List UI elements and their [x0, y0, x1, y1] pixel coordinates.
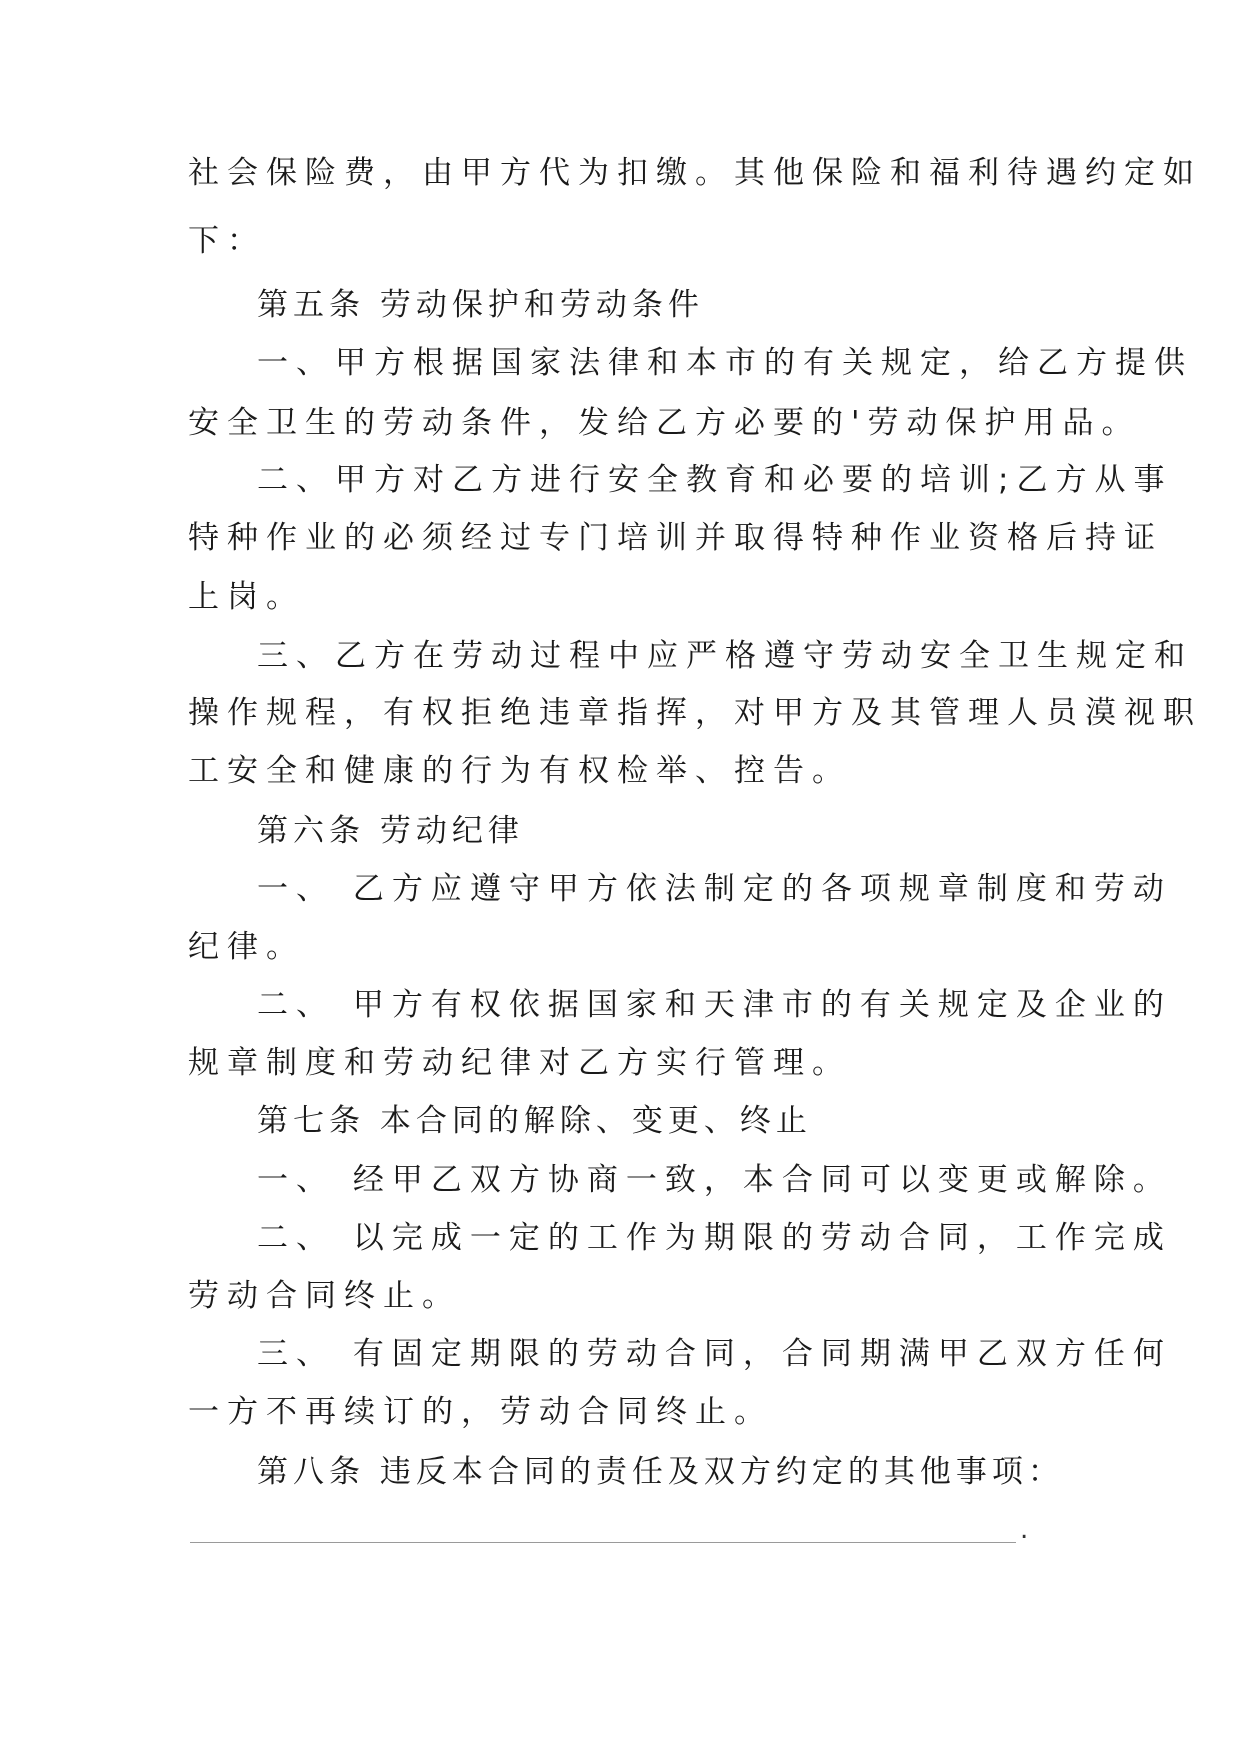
- paragraph-line-11: 工安全和健康的行为有权检举、控告。: [188, 753, 851, 789]
- paragraph-line-19: 二、 以完成一定的工作为期限的劳动合同，工作完成: [257, 1220, 1172, 1256]
- paragraph-line-7: 特种作业的必须经过专门培训并取得特种作业资格后持证: [188, 520, 1163, 556]
- paragraph-line-2: 下：: [188, 223, 266, 259]
- paragraph-line-21: 三、 有固定期限的劳动合同，合同期满甲乙双方任何: [257, 1336, 1172, 1372]
- section-heading-8: 第八条 违反本合同的责任及双方约定的其他事项：: [257, 1454, 1064, 1490]
- paragraph-line-1: 社会保险费，由甲方代为扣缴。其他保险和福利待遇约定如: [188, 155, 1202, 191]
- paragraph-line-20: 劳动合同终止。: [188, 1278, 461, 1314]
- paragraph-line-4: 一、甲方根据国家法律和本市的有关规定，给乙方提供: [257, 345, 1193, 381]
- blank-end-mark: .: [1020, 1515, 1029, 1545]
- fill-in-blank-line: [190, 1542, 1016, 1543]
- paragraph-line-5: 安全卫生的劳动条件，发给乙方必要的'劳动保护用品。: [188, 405, 1141, 441]
- paragraph-line-16: 规章制度和劳动纪律对乙方实行管理。: [188, 1045, 851, 1081]
- section-heading-5: 第五条 劳动保护和劳动条件: [257, 287, 704, 323]
- paragraph-line-6: 二、甲方对乙方进行安全教育和必要的培训;乙方从事: [257, 462, 1173, 498]
- paragraph-line-15: 二、 甲方有权依据国家和天津市的有关规定及企业的: [257, 987, 1172, 1023]
- paragraph-line-18: 一、 经甲乙双方协商一致，本合同可以变更或解除。: [257, 1162, 1172, 1198]
- section-heading-6: 第六条 劳动纪律: [257, 813, 524, 849]
- section-heading-7: 第七条 本合同的解除、变更、终止: [257, 1103, 812, 1139]
- paragraph-line-14: 纪律。: [188, 929, 305, 965]
- paragraph-line-13: 一、 乙方应遵守甲方依法制定的各项规章制度和劳动: [257, 871, 1172, 907]
- paragraph-line-9: 三、乙方在劳动过程中应严格遵守劳动安全卫生规定和: [257, 638, 1193, 674]
- paragraph-line-10: 操作规程，有权拒绝违章指挥，对甲方及其管理人员漠视职: [188, 695, 1202, 731]
- paragraph-line-22: 一方不再续订的，劳动合同终止。: [188, 1394, 773, 1430]
- paragraph-line-8: 上岗。: [188, 579, 305, 615]
